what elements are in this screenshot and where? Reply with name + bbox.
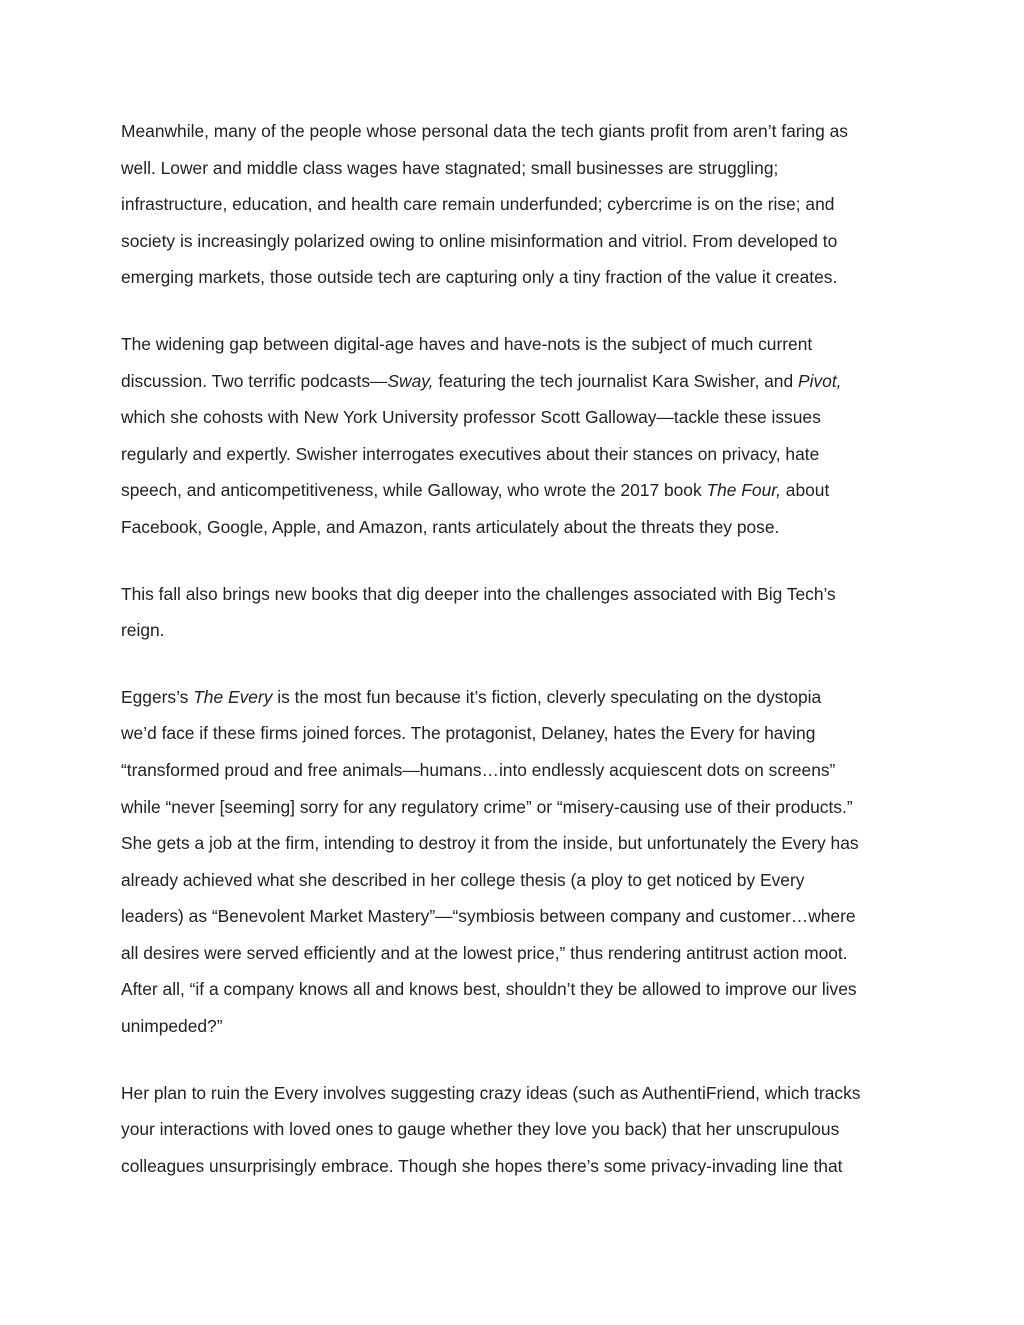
body-text: Meanwhile, many of the people whose personal data the tech giants profit from aren’t faring as	[121, 121, 848, 141]
text-line	[121, 752, 911, 789]
body-text: Her plan to ruin the Every involves suggesting crazy ideas (such as AuthentiFriend, which tracks	[121, 1082, 861, 1103]
article-body	[121, 113, 911, 1214]
text-line	[121, 399, 911, 436]
body-text: is the most fun because it’s fiction, cleverly speculating on the dystopia	[272, 686, 822, 707]
text-line	[121, 223, 911, 260]
text-line	[121, 113, 911, 150]
body-text: She gets a job at the firm, intending to destroy it from the inside, but unfortunately the Every has	[121, 833, 859, 854]
body-text: This fall also brings new books that dig deeper into the challenges associated with Big Tech’s	[121, 583, 836, 604]
text-line	[121, 509, 911, 546]
body-text: Facebook, Google, Apple, and Amazon, rants articulately about the threats they pose.	[121, 516, 780, 537]
text-line	[121, 612, 911, 649]
italic-title-text: Sway,	[387, 370, 434, 391]
body-text: reign.	[121, 620, 165, 641]
text-line	[121, 326, 911, 363]
body-text: infrastructure, education, and health care remain underfunded; cybercrime is on the rise; and	[121, 194, 835, 215]
body-text: all desires were served efficiently and at the lowest price,” thus rendering antitrust action moot.	[121, 942, 848, 963]
text-line	[121, 1008, 911, 1045]
article-paragraph	[121, 576, 911, 649]
body-text: “transformed proud and free animals—humans…into endlessly acquiescent dots on screens”	[121, 759, 836, 780]
article-paragraph	[121, 1075, 911, 1185]
body-text: we’d face if these firms joined forces. The protagonist, Delaney, hates the Every for having	[121, 723, 816, 744]
body-text: your interactions with loved ones to gauge whether they love you back) that her unscrupulous	[121, 1119, 840, 1140]
body-text: Eggers’s	[121, 686, 194, 707]
text-line	[121, 363, 911, 400]
text-line	[121, 898, 911, 935]
text-line	[121, 576, 911, 613]
text-line	[121, 472, 911, 509]
body-text: unimpeded?”	[121, 1016, 223, 1037]
italic-title-text: The Every	[193, 686, 273, 707]
text-line	[121, 436, 911, 473]
body-text: already achieved what she described in her college thesis (a ploy to get noticed by Every	[121, 869, 805, 890]
text-line	[121, 789, 911, 826]
body-text: which she cohosts with New York University professor Scott Galloway—tackle these issues	[121, 407, 821, 428]
text-line	[121, 715, 911, 752]
body-text: The widening gap between digital-age haves and have-nots is the subject of much current	[121, 333, 813, 354]
article-paragraph	[121, 679, 911, 1045]
body-text: emerging markets, those outside tech are capturing only a tiny fraction of the value it creates.	[121, 267, 838, 288]
text-line	[121, 825, 911, 862]
article-paragraph	[121, 113, 911, 296]
text-line	[121, 259, 911, 296]
text-line	[121, 862, 911, 899]
italic-title-text: The Four,	[706, 480, 781, 501]
text-line	[121, 150, 911, 187]
body-text: featuring the tech journalist Kara Swisher, and	[433, 370, 798, 391]
body-text: speech, and anticompetitiveness, while Galloway, who wrote the 2017 book	[121, 480, 707, 501]
body-text: After all, “if a company knows all and knows best, shouldn’t they be allowed to improve our lives	[121, 979, 857, 1000]
text-line	[121, 679, 911, 716]
body-text: leaders) as “Benevolent Market Mastery”—“symbiosis between company and customer…where	[121, 906, 856, 927]
body-text: society is increasingly polarized owing to online misinformation and vitriol. From developed to	[121, 230, 838, 251]
italic-title-text: Pivot,	[797, 370, 842, 391]
text-line	[121, 935, 911, 972]
text-line	[121, 1111, 911, 1148]
article-paragraph	[121, 326, 911, 546]
body-text: well. Lower and middle class wages have stagnated; small businesses are struggling;	[121, 157, 779, 178]
text-line	[121, 1075, 911, 1112]
body-text: colleagues unsurprisingly embrace. Though she hopes there’s some privacy-invading line that	[121, 1155, 843, 1176]
body-text: while “never [seeming] sorry for any regulatory crime” or “misery-causing use of their products.”	[121, 796, 853, 817]
text-line	[121, 1148, 911, 1185]
text-line	[121, 971, 911, 1008]
text-line	[121, 186, 911, 223]
body-text: discussion. Two terrific podcasts—	[121, 370, 388, 391]
body-text: regularly and expertly. Swisher interrogates executives about their stances on privacy, hate	[121, 443, 820, 464]
body-text: about	[780, 480, 830, 501]
